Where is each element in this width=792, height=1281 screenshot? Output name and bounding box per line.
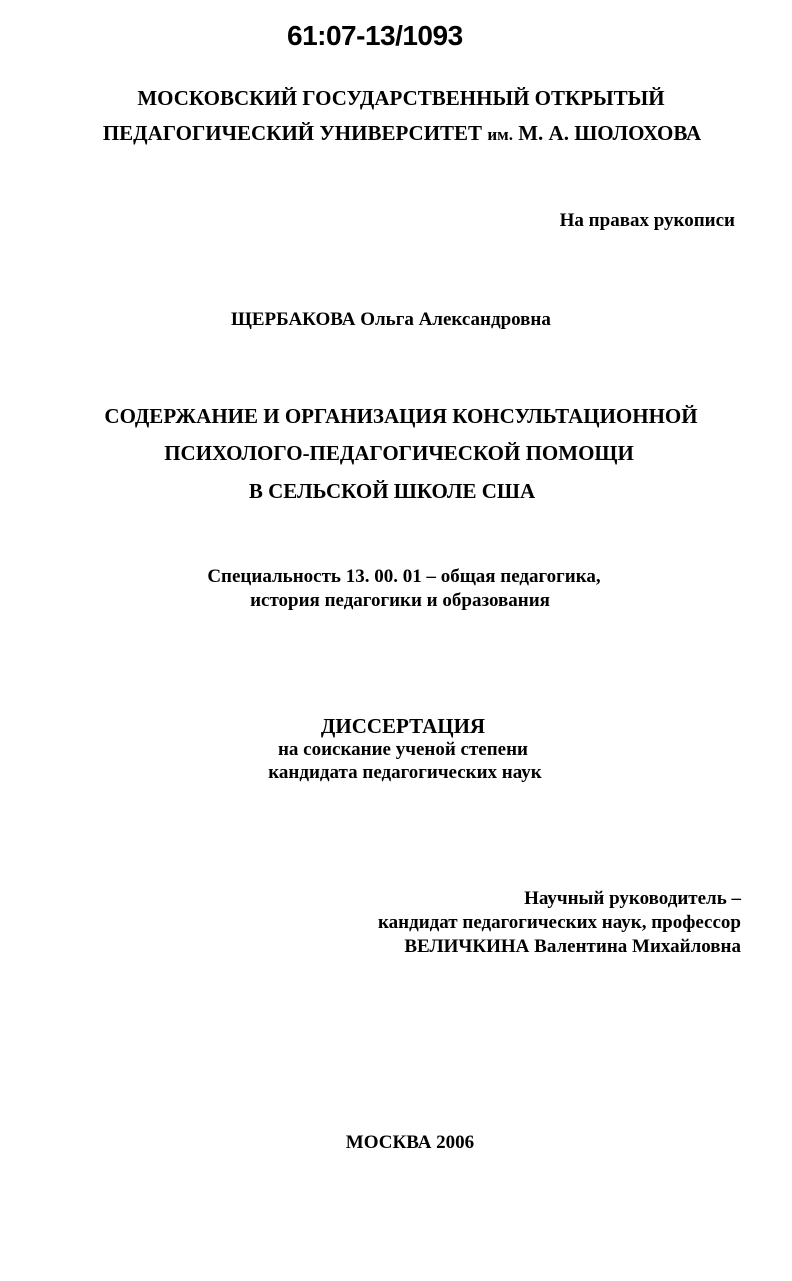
advisor-name (404, 935, 741, 959)
dissertation-degree-line1: на соискание ученой степени (277, 739, 528, 760)
advisor-surname: ВЕЛИЧКИНА (404, 936, 530, 957)
city-year: МОСКВА 2006 (345, 1132, 475, 1153)
specialty-line1: Специальность 13. 00. 01 – общая педагогика, (207, 566, 601, 587)
university-name-line2 (6, 119, 792, 149)
catalog-number: 61:07-13/1093 (287, 20, 463, 51)
advisor-label: Научный руководитель – (524, 888, 741, 909)
university-name-end: М. А. ШОЛОХОВА (518, 121, 702, 145)
thesis-title-line2: ПСИХОЛОГО-ПЕДАГОГИЧЕСКОЙ ПОМОЩИ (164, 441, 634, 465)
specialty-line2: история педагогики и образования (250, 590, 550, 611)
dissertation-heading: ДИССЕРТАЦИЯ (320, 714, 486, 738)
author-name: ЩЕРБАКОВА Ольга Александровна (231, 309, 551, 330)
advisor-given-names: Валентина Михайловна (534, 936, 741, 957)
thesis-title-line3: В СЕЛЬСКОЙ ШКОЛЕ США (248, 479, 536, 503)
thesis-title-line1: СОДЕРЖАНИЕ И ОРГАНИЗАЦИЯ КОНСУЛЬТАЦИОННОЙ (104, 404, 698, 428)
rights-note: На правах рукописи (559, 210, 735, 231)
advisor-title: кандидат педагогических наук, профессор (378, 912, 741, 933)
university-name-prefix: им. (487, 125, 513, 144)
dissertation-degree-line2: кандидата педагогических наук (268, 762, 542, 783)
university-name-main: ПЕДАГОГИЧЕСКИЙ УНИВЕРСИТЕТ (102, 121, 483, 145)
university-name-line1: МОСКОВСКИЙ ГОСУДАРСТВЕННЫЙ ОТКРЫТЫЙ (137, 86, 665, 110)
